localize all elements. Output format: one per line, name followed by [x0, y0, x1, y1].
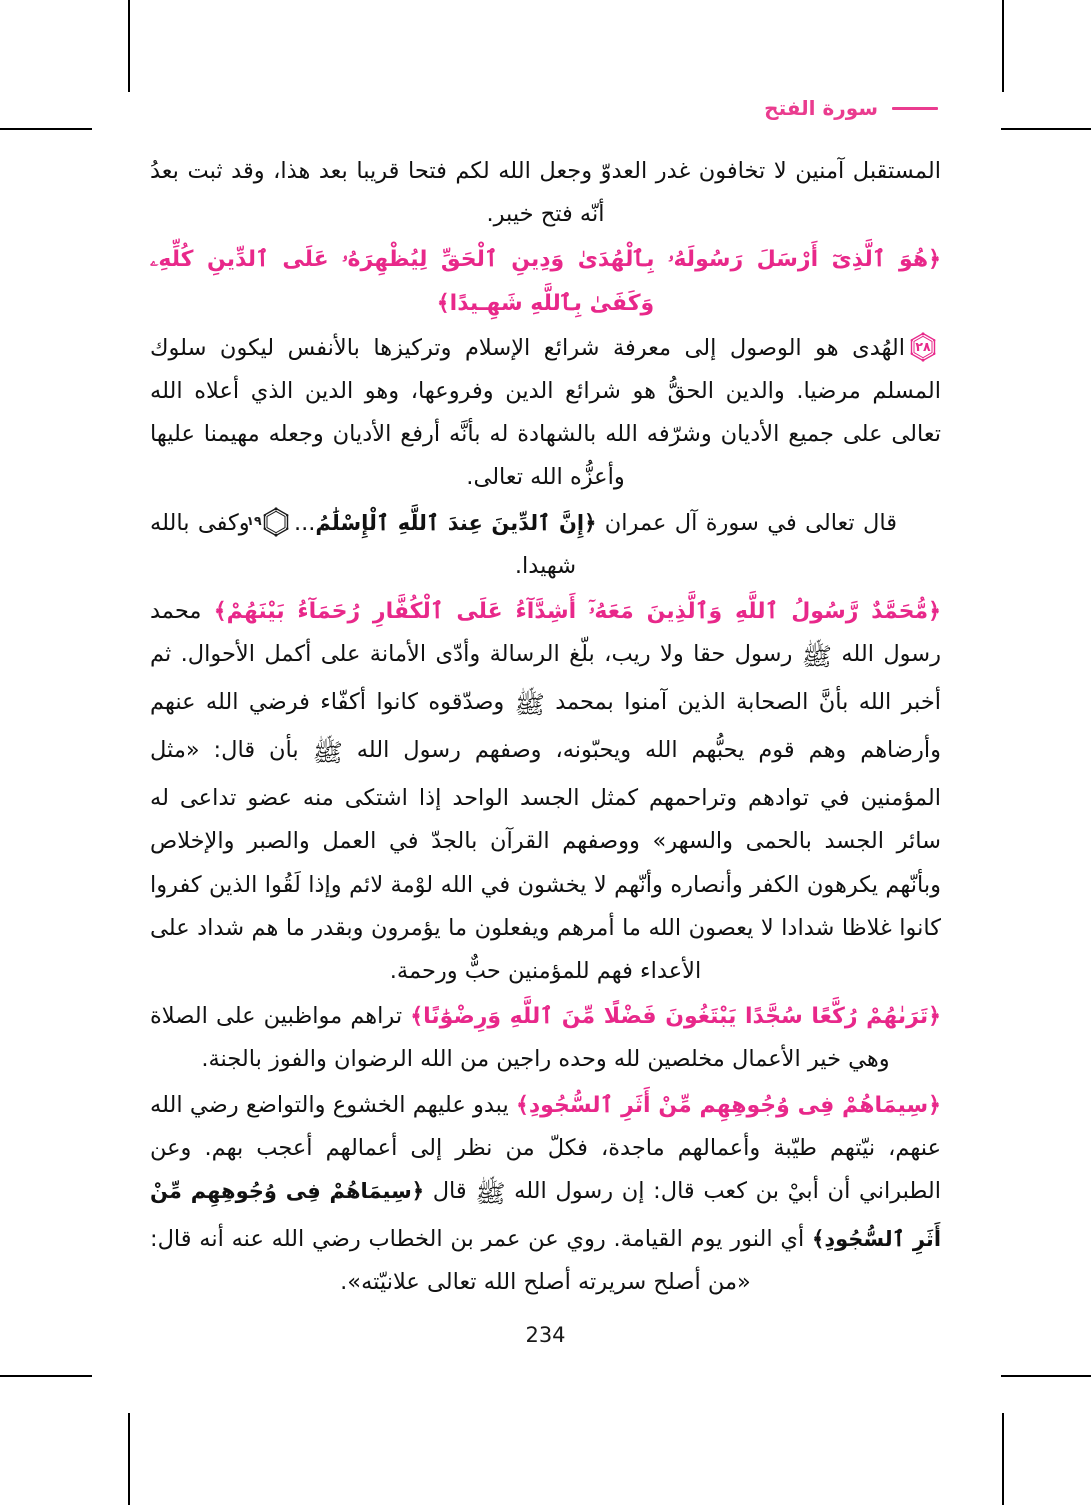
ayah-number-value-19: ١٩ [246, 513, 262, 529]
ayah-block-1 [150, 238, 941, 324]
salawat-icon-1: ﷺ [801, 642, 832, 672]
tafsir-text-column [150, 150, 941, 1304]
ayah-text-6: ﴿سِيمَاهُمْ فِى وُجُوهِهِم مِّنْ أَثَرِ ٱلسُّجُودِ﴾ [150, 1178, 942, 1251]
paragraph-6 [150, 1084, 941, 1305]
ayah-text-4: ﴿تَرَىٰهُمْ رُكَّعًا سُجَّدًا يَبْتَغُونَ فَضْلًا مِّنَ ٱللَّهِ وَرِضْوَٰنًا﴾ [410, 1004, 942, 1030]
ayah-text-3: ﴿مُّحَمَّدٌ رَّسُولُ ٱللَّهِ وَٱلَّذِينَ مَعَهُۥٓ أَشِدَّآءُ عَلَى ٱلْكُفَّارِ رُحَمَآءُ بَيْنَهُمْ﴾ [213, 598, 941, 624]
paragraph-1-text: المستقبل آمنين لا تخافون غدر العدوّ وجعل الله لكم فتحا قريبا بعد هذا، وقد ثبت بعدُ أنّه فتح خيبر. [150, 158, 941, 228]
paragraph-6-a: يبدو عليهم الخشوع والتواضع رضي الله عنهم، نيّتهم طيّبة وأعمالهم ماجدة، فكلّ من نظر إلى أعمالهم أعجب بهم. وعن الطبراني أن أبيْ بن كعب قال: إن رسول الله [150, 1091, 941, 1204]
paragraph-3 [150, 502, 941, 588]
paragraph-5 [150, 995, 941, 1081]
paragraph-6-b: قال [432, 1177, 467, 1204]
paragraph-3-tail: وكفى بالله شهيدا. [150, 509, 577, 579]
paragraph-6-c: أي النور يوم القيامة. روي عن عمر بن الخطاب رضي الله عنه أنه قال: «من أصلح سريرته أصلح الله تعالى علانيّته». [150, 1225, 805, 1296]
paragraph-2-text: الهُدى هو الوصول إلى معرفة شرائع الإسلام وتركيزها بالأنفس ليكون سلوك المسلم مرضيا. والدين الحقُّ هو شرائع الدين وفروعها، وهو الدين الذي أعلاه الله تعالى على جميع الأديان وشرّفه الله بالشهادة له بأنَّه أرفع الأديان وجعله مهيمنا عليها وأعزُّه الله تعالى. [150, 334, 941, 491]
paragraph-1 [150, 150, 941, 236]
paragraph-2 [150, 327, 941, 500]
salawat-icon-3: ﷺ [312, 738, 343, 768]
ayah-text-1: ﴿هُوَ ٱلَّذِىٓ أَرْسَلَ رَسُولَهُۥ بِٱلْهُدَىٰ وَدِينِ ٱلْحَقِّ لِيُظْهِرَهُۥ عَلَى ٱلدِّينِ كُلِّهِۦ وَكَفَىٰ بِٱللَّهِ شَهِـيدًا﴾ [150, 247, 941, 316]
surah-title: سورة الفتح [764, 96, 878, 120]
ayah-text-5: ﴿سِيمَاهُمْ فِى وُجُوهِهِم مِّنْ أَثَرِ ٱلسُّجُودِ﴾ [515, 1092, 942, 1118]
paragraph-5-text: تراهم مواظبين على الصلاة وهي خير الأعمال مخلصين لله وحده راجين من الله الرضوان والفوز بالجنة. [150, 1003, 890, 1073]
paragraph-4 [150, 590, 941, 993]
ayah-number-value-28: ٢٨ [915, 338, 931, 354]
running-header [150, 96, 941, 120]
ayah-2-ellipsis: ... [293, 509, 316, 536]
paragraph-4-c: وصدّقوه كانوا أكفّاء فرضي الله عنهم وأرضاهم وهم قوم يحبُّهم الله ويحبّونه، وصفهم رسول الله [150, 689, 941, 764]
ayah-text-2: ﴿إِنَّ ٱلدِّينَ عِندَ ٱللَّهِ ٱلْإِسْلَٰمُ [315, 510, 597, 535]
ayah-number-medallion-28 [908, 332, 938, 362]
paragraph-3-lead-in: قال تعالى في سورة آل عمران [604, 509, 897, 536]
paragraph-4-d: بأن قال: «مثل المؤمنين في توادهم وتراحمهم كمثل الجسد الواحد إذا اشتكى منه عضو تداعى له سائر الجسد بالحمى والسهر» ووصفهم القرآن بالجدّ في العمل والصبر والإخلاص وبأنّهم يكرهون الكفر وأنصاره وأنّهم لا يخشون في الله لوْمة لائم وإذا لَقُوا الذين كفروا كانوا غلاظا شدادا لا يعصون الله ما أمرهم ويفعلون ما يؤمرون وبقدر ما هم شداد على الأعداء فهم للمؤمنين حبٌّ ورحمة. [150, 737, 941, 984]
salawat-icon-4: ﷺ [475, 1178, 506, 1208]
salawat-icon-2: ﷺ [514, 690, 545, 720]
paragraph-4-b: رسول حقا ولا ريب، بلّغ الرسالة وأدّى الأمانة على أكمل الأحوال. ثم أخبر الله بأنَّ الصحابة الذين آمنوا بمحمد [150, 641, 942, 716]
ayah-number-medallion-19 [246, 507, 291, 537]
page-number: 234 [525, 1323, 566, 1347]
paragraph-4-a: محمد رسول الله [150, 597, 942, 668]
header-rule-decoration [892, 107, 938, 110]
